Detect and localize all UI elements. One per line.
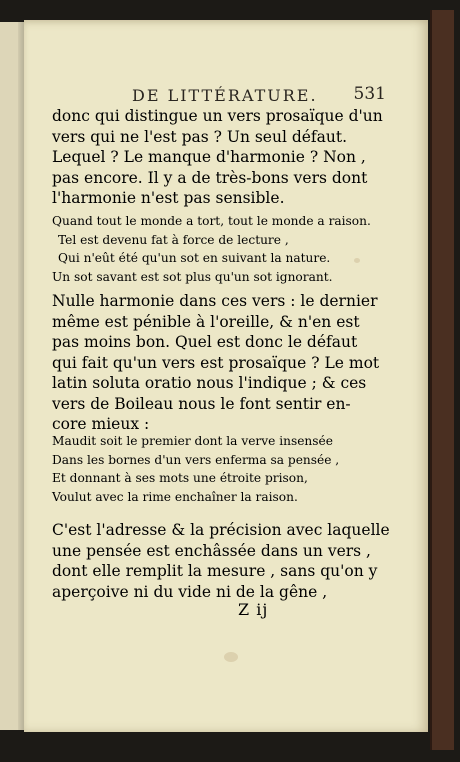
- paper-stain: [224, 652, 238, 662]
- paragraph-1: [52, 106, 383, 209]
- text-line: vers de Boileau nous le font sentir en-: [52, 394, 351, 413]
- text-line: vers qui ne l'est pas ? Un seul défaut.: [52, 127, 348, 146]
- text-line: aperçoive ni du vide ni de la gêne ,: [52, 582, 328, 601]
- verse-line: Voulut avec la rime enchaîner la raison.: [52, 489, 298, 504]
- text-line: l'harmonie n'est pas sensible.: [52, 189, 285, 207]
- text-line: core mieux :: [52, 415, 150, 433]
- text-line: C'est l'adresse & la précision avec laquelle: [52, 521, 390, 539]
- verse-line: Maudit soit le premier dont la verve insensée: [52, 434, 333, 448]
- paragraph-2: [52, 291, 380, 435]
- text-line: dont elle remplit la mesure , sans qu'on y: [52, 562, 378, 580]
- verse-line: Un sot savant est sot plus qu'un sot ignorant.: [52, 269, 333, 284]
- book-binding: [430, 10, 454, 750]
- verse-line: Qui n'eût été qu'un sot en suivant la nature.: [58, 251, 331, 265]
- paragraph-3: [52, 520, 390, 602]
- text-line: une pensée est enchâssée dans un vers ,: [52, 541, 371, 560]
- text-line: Lequel ? Le manque d'harmonie ? Non ,: [52, 148, 366, 166]
- verse-quote-2: [52, 432, 372, 506]
- text-line: latin soluta oratio nous l'indique ; & ces: [52, 374, 367, 392]
- running-head: DE LITTÉRATURE.: [132, 86, 318, 105]
- verse-line: Quand tout le monde a tort, tout le monde a raison.: [52, 214, 371, 228]
- text-line: même est pénible à l'oreille, & n'en est: [52, 312, 360, 331]
- text-line: pas encore. Il y a de très-bons vers dont: [52, 168, 368, 187]
- text-line: donc qui distingue un vers prosaïque d'un: [52, 107, 383, 125]
- signature-mark: Z ij: [238, 600, 269, 619]
- text-line: qui fait qu'un vers est prosaïque ? Le mot: [52, 353, 380, 372]
- verse-line: Tel est devenu fat à force de lecture ,: [58, 232, 289, 247]
- verse-line: Dans les bornes d'un vers enferma sa pensée ,: [52, 452, 340, 467]
- verse-line: Et donnant à ses mots une étroite prison,: [52, 471, 308, 485]
- page-number: 531: [353, 84, 386, 104]
- text-line: Nulle harmonie dans ces vers : le dernier: [52, 292, 378, 310]
- text-line: pas moins bon. Quel est donc le défaut: [52, 333, 358, 351]
- verse-quote-1: [52, 212, 372, 286]
